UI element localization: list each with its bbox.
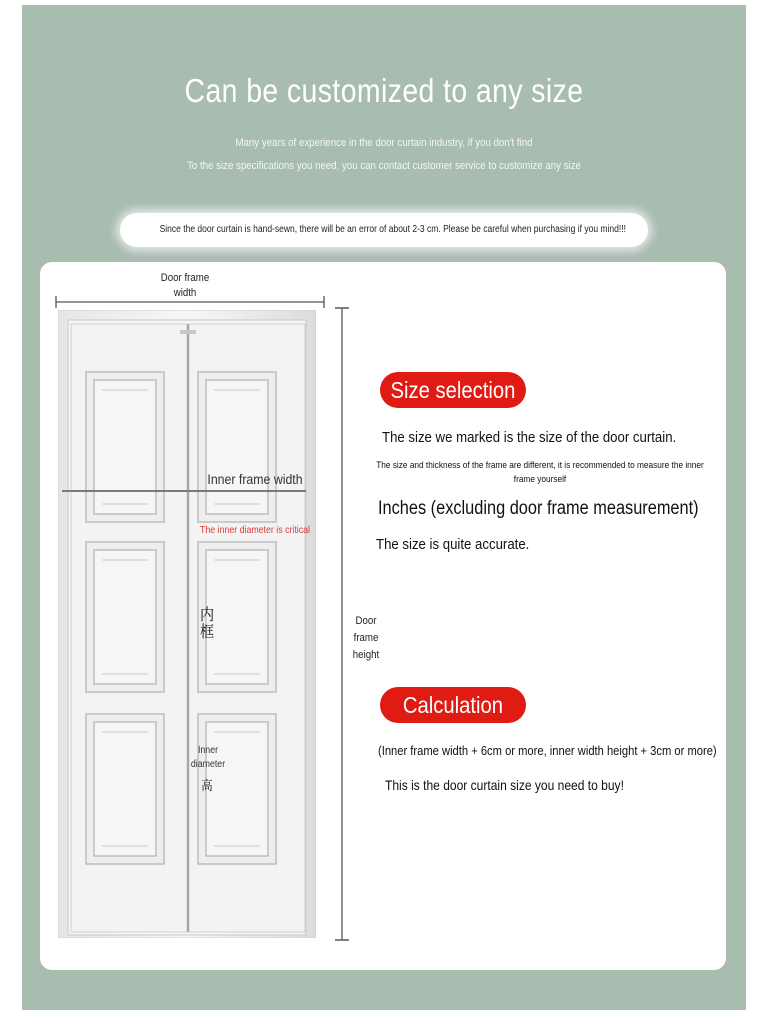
notice-banner [120,213,648,247]
inner-height-cn-label: 高 [201,778,213,793]
door-frame-height-label: Door frame height [352,615,380,661]
content-card [40,262,726,970]
inner-frame-width-label: Inner frame width [207,471,303,487]
subtitle-line-2: To the size specifications you need, you can contact customer service to customize any size [187,160,581,172]
critical-note: The inner diameter is critical [199,525,311,536]
notice-text: Since the door curtain is hand-sewn, there will be an error of about 2-3 cm. Please be careful when purchasing if you mind!!! [159,224,626,235]
door-illustration [58,310,316,938]
size-selection-line-2: The size and thickness of the frame are different, it is recommended to measure the inner frame yourself [376,460,704,484]
calculation-heading-text: Calculation [402,692,504,718]
size-selection-line-1: The size we marked is the size of the door curtain. [382,429,677,446]
inner-frame-cn-label: 内 框 [199,607,215,641]
size-selection-heading [380,372,526,408]
calculation-formula: (Inner frame width + 6cm or more, inner width height + 3cm or more) [378,743,717,758]
size-selection-heading-text: Size selection [390,377,516,403]
calculation-heading [380,687,526,723]
size-selection-line-4: The size is quite accurate. [376,536,530,553]
door-frame-width-label: Door frame width [160,272,210,299]
size-selection-line-3: Inches (excluding door frame measurement) [378,498,699,519]
inner-diameter-label: Inner diameter [190,745,226,770]
door-frame-width-dimension [54,295,326,309]
calculation-result: This is the door curtain size you need to buy! [385,777,624,793]
page-title: Can be customized to any size [184,72,584,109]
inner-frame-width-line [62,490,306,492]
subtitle-line-1: Many years of experience in the door curtain industry, if you don't find [235,137,533,149]
